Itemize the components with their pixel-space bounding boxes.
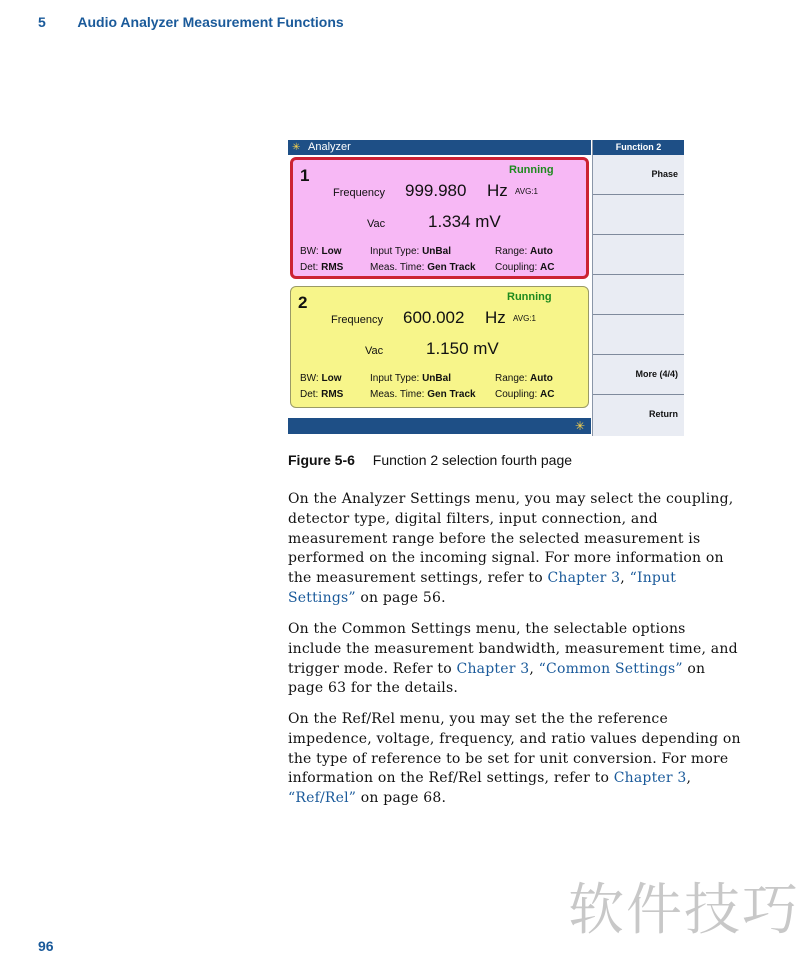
- measurement-panel-1[interactable]: [290, 157, 589, 279]
- frequency-value: 600.002: [403, 308, 465, 327]
- paragraph-ref-rel: On the Ref/Rel menu, you may set the the reference impedence, voltage, frequency, and ratio values depending on the type of reference to be set for unit conversion. For more information on the Ref/Rel settings, refer to Chapter 3, “Ref/Rel” on page 68.: [288, 711, 741, 807]
- vac-value: 1.334 mV: [428, 212, 501, 231]
- watermark: 软件技巧: [568, 878, 800, 943]
- analyzer-title-bar: [288, 140, 591, 155]
- bw-det-settings: BW: Low Det: RMS: [300, 373, 344, 400]
- vac-label: Vac: [365, 345, 384, 357]
- status-running: Running: [507, 291, 552, 303]
- range-coupling-settings: Range: Auto Coupling: AC: [495, 373, 555, 400]
- chapter-title: Audio Analyzer Measurement Functions: [77, 14, 344, 30]
- chapter-3-link[interactable]: Chapter 3: [613, 770, 687, 787]
- softkey-menu: [592, 140, 684, 436]
- figure-label: Figure 5-6: [288, 452, 355, 468]
- frequency-value: 999.980: [405, 181, 467, 200]
- panel-number: 1: [300, 166, 310, 185]
- paragraph-common-settings: On the Common Settings menu, the selectable options include the measurement bandwidth, measurement time, and trigger mode. Refer to Chapter 3, “Common Settings” on page 63 for the details.: [288, 621, 738, 697]
- softkey-menu-title: Function 2: [593, 140, 684, 155]
- softkey-blank-2[interactable]: [593, 195, 684, 235]
- analyzer-status-bar: [288, 418, 591, 434]
- bw-det-settings: BW: Low Det: RMS: [300, 246, 344, 273]
- figure-title: Function 2 selection fourth page: [372, 452, 573, 468]
- paragraph-analyzer-settings: On the Analyzer Settings menu, you may select the coupling, detector type, digital filters, input connection, and measurement range before the selected measurement is performed on the incoming signal. For more information on the measurement settings, refer to Chapter 3, “Input Settings” on page 56.: [288, 491, 734, 606]
- frequency-label: Frequency: [333, 187, 385, 199]
- softkey-blank-3[interactable]: [593, 235, 684, 275]
- softkey-return[interactable]: Return: [649, 409, 678, 419]
- softkey-blank-4[interactable]: [593, 275, 684, 315]
- analyzer-title: Analyzer: [308, 141, 351, 153]
- frequency-unit: Hz: [485, 308, 506, 327]
- softkey-more[interactable]: More (4/4): [593, 355, 684, 395]
- analyzer-screenshot: [288, 140, 684, 436]
- frequency-unit: Hz: [487, 181, 508, 200]
- ref-rel-link[interactable]: “Ref/Rel”: [288, 790, 357, 807]
- softkey-phase[interactable]: Phase: [593, 155, 684, 195]
- input-settings-link[interactable]: “Input: [629, 570, 677, 587]
- range-coupling-settings: Range: Auto Coupling: AC: [495, 246, 555, 273]
- input-settings-link[interactable]: Settings”: [288, 589, 356, 606]
- avg-count: AVG:1: [513, 314, 536, 323]
- common-settings-link[interactable]: “Common Settings”: [538, 660, 683, 677]
- softkey-blank-5[interactable]: [593, 315, 684, 355]
- vac-label: Vac: [367, 218, 386, 230]
- avg-count: AVG:1: [515, 187, 538, 196]
- chapter-3-link[interactable]: Chapter 3: [547, 570, 621, 587]
- vac-value: 1.150 mV: [426, 339, 499, 358]
- sun-icon: ✳: [574, 419, 585, 433]
- frequency-label: Frequency: [331, 314, 383, 326]
- page-number: 96: [38, 938, 54, 954]
- chapter-number: 5: [38, 14, 46, 30]
- input-meas-settings: Input Type: UnBal Meas. Time: Gen Track: [370, 246, 476, 273]
- measurement-panel-2[interactable]: [290, 286, 589, 408]
- sun-icon: ✳: [292, 142, 301, 153]
- status-running: Running: [509, 164, 554, 176]
- chapter-3-link[interactable]: Chapter 3: [456, 660, 530, 677]
- page-header: [38, 14, 344, 30]
- input-meas-settings: Input Type: UnBal Meas. Time: Gen Track: [370, 373, 476, 400]
- figure-caption: [288, 452, 572, 468]
- panel-number: 2: [298, 293, 308, 312]
